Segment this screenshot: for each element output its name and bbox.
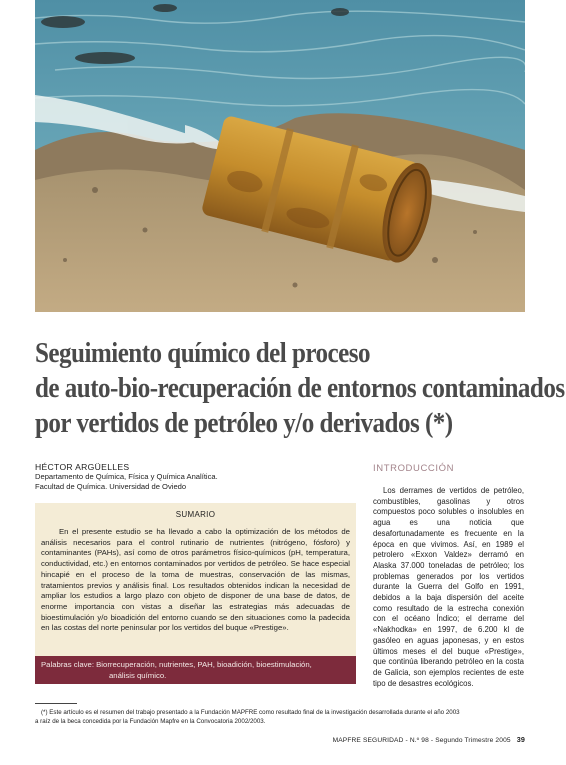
- beach-barrel-illustration: [35, 0, 525, 312]
- author-affiliation-department: Departamento de Química, Física y Química Analítica.: [35, 472, 218, 481]
- footer-journal-info: MAPFRE SEGURIDAD - N.º 98 - Segundo Trimestre 2005: [332, 737, 511, 744]
- author-block: [35, 462, 365, 492]
- page-footer: [322, 735, 525, 744]
- footnote-line-1: (*) Este artículo es el resumen del trabajo presentado a la Fundación MAPFRE como resultado final de la investigación desarrollada durante el año 2003: [41, 709, 460, 716]
- keywords-line-2: análisis químico.: [109, 670, 167, 680]
- keywords-text: [41, 660, 350, 681]
- introduction-text: Los derrames de vertidos de petróleo, combustibles, gasolinas y otros compuestos poco solubles o insolubles en agua es una noticia que desafortunadamente es frecuente en la época en que vivimos. Así, en 1989 el petrolero «Exxon Valdez» derramó en Alaska 37.000 toneladas de petróleo; los problemas generados por los vertidos durante la Guerra del Golfo en 1991, debidos a la baja dispersión del aceite como resultado de la estrecha conexión con el océano Índico; el derrame del «Nakhodka» en 1997, de 6.200 kl de gasóleo en aguas japonesas, y en estos últimos meses el del buque «Prestige», que continúa liberando petróleo en la costa de Galicia, son ejemplos recientes de este tipo de desastres ecológicos.: [373, 486, 524, 688]
- footnote-divider: [35, 703, 77, 704]
- title-line-1: Seguimiento químico del proceso: [35, 338, 370, 369]
- summary-box: [35, 503, 356, 656]
- title-line-3: por vertidos de petróleo y/o derivados (*): [35, 408, 453, 439]
- author-name: HÉCTOR ARGÜELLES: [35, 462, 130, 472]
- header-photo-barrel-on-beach: [35, 0, 525, 312]
- introduction-heading: INTRODUCCIÓN: [373, 463, 455, 474]
- page-number: 39: [516, 735, 525, 744]
- keywords-box: [35, 656, 356, 684]
- article-title: [35, 336, 565, 441]
- summary-text: En el presente estudio se ha llevado a cabo la optimización de los métodos de análisis necesarios para el control rutinario de nutrientes (nitrógeno, fósforo) y contaminantes (PAHs), así como de otros parámetros físico-químicos (pH, temperatura, conductividad, etc.) en entornos contaminados por vertidos de petróleo. Se hace especial hincapié en el proceso de la toma de muestras, conservación de las mismas, tratamientos previos y análisis final. Los resultados obtenidos indican la necesidad de ampliar los estudios a largo plazo con objeto de disponer de una base de datos, de enorme importancia con vistas a diseñar las estrategias más adecuadas de bioestimulación y/o bioadición del entorno cuando se den situaciones como la padecida en las costas del norte peninsular por los vertidos del buque «Prestige».: [41, 527, 350, 633]
- footnote-line-2: a raíz de la beca concedida por la Fundación Mapfre en la Convocatoria 2002/2003.: [35, 718, 266, 725]
- footnote: [35, 708, 527, 726]
- author-affiliation-faculty: Facultad de Química. Universidad de Oviedo: [35, 482, 187, 491]
- summary-heading: SUMARIO: [175, 510, 216, 519]
- title-line-2: de auto-bio-recuperación de entornos contaminados: [35, 373, 565, 404]
- keywords-line-1: Palabras clave: Biorrecuperación, nutrientes, PAH, bioadición, bioestimulación,: [41, 660, 312, 669]
